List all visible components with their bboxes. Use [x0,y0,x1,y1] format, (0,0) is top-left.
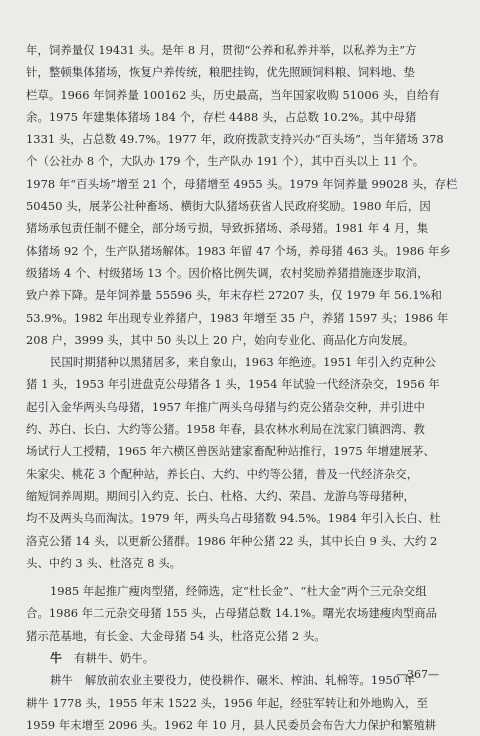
text-line: 合。1986 年二元杂交母猪 155 头，占母猪总数 14.1%。曙光农场建瘦肉型商品 [26,606,438,621]
text-line: 朱家尖、桃花 3 个配种站，养长白、大约、中约等公猪，普及一代经济杂交， [26,466,419,481]
text-line: 洛克公猪 14 头，以更新公猪群。1986 年种公猪 22 头，其中长白 9 头、大约 2 [26,533,438,548]
text-line: 均不及两头乌而淘汰。1979 年，两头乌占母猪数 94.5%。1984 年引入长白、杜 [26,511,441,526]
text-line: 年，饲养量仅 19431 头。是年 8 月，贯彻“公养和私养并举，以私养为主”方 [26,43,417,57]
text-line: 1985 年起推广瘦肉型猪，经筛选，定“杜长金”、“杜大金”两个三元杂交组 [50,584,427,599]
text-line: 208 户，3999 头，其中 50 头以上 20 户，始向专业化、商品化方向发展。 [26,332,415,347]
text-line: 耕牛 1778 头，1955 年末 1522 头，1956 年起，经驻军转让和外地购入，至 [26,695,428,710]
text-line: 场试行人工授精，1965 年六横区兽医站建家畜配种站推行，1975 年增建展茅、 [26,444,435,459]
text-line: 起引入金华两头乌母猪，1957 年推广两头乌母猪与约克公猪杂交种，并引进中 [26,399,425,414]
text-line: 1331 头，占总数 49.7%。1977 年，政府拨款支持兴办“百头场”，当年猪场 378 [26,132,444,147]
text-line-content: 解放前农业主要役力，使役耕作、碾米、榨油、轧棉等。1950 年 [84,673,416,688]
text-line: 栏草。1966 年饲养量 100162 头，历史最高，当年国家收购 51006 头，自给有 [26,87,440,102]
term-label: 耕牛 [50,673,73,688]
text-line: 个（公社办 8 个，大队办 179 个，生产队办 191 个），其中百头以上 11 个。 [26,154,425,169]
text-line: 53.9%。1982 年出现专业养猪户，1983 年增至 35 户，养猪 1597 头；1986 年 [26,310,449,325]
text-line: 民国时期猪种以黑猪居多，来自象山，1963 年绝迹。1951 年引入约克种公 [50,355,437,370]
page-number: —367— [396,668,439,681]
text-line: 猪场承包责任制不健全，部分场亏损，导致拆猪场、杀母猪。1981 年 4 月，集 [26,221,429,236]
paragraph-pig-breeds [26,351,458,574]
text-line: 猪 1 头，1953 年引进盘克公母猪各 1 头，1954 年试验一代经济杂交，1956 年 [26,377,440,392]
text-line: 余。1975 年建集体猪场 184 个，存栏 4488 头，占总数 10.2%。其中母猪 [26,109,417,124]
text-line: 致户养下降。是年饲养量 55596 头，年末存栏 27207 头，仅 1979 年 56.1%和 [26,288,442,303]
paragraph-lean-pigs [26,580,458,647]
section-subtitle: 有耕牛、奶牛。 [74,651,155,666]
text-line: 缩短饲养周期。期间引入约克、长白、杜格、大约、荣昌、龙游乌等母猪种， [26,488,415,503]
text-line: 1978 年“百头场”增至 21 个，母猪增至 4955 头。1979 年饲养量 99028 头，存栏 [26,176,458,191]
text-line: 1959 年末增至 2096 头。1962 年 10 月，县人民委员会布告大力保护和繁殖耕 [26,717,437,732]
text-line: 体猪场 92 个，生产队猪场解体。1983 年留 47 个场，养母猪 463 头。1986 年乡 [26,243,451,258]
paragraph-pig-raising [26,39,458,351]
text-line: 50450 头，展茅公社种畜场、横街大队猪场获省人民政府奖励。1980 年后，因 [26,199,431,214]
paragraph-plough-cattle [26,669,458,736]
text-line [26,669,458,691]
text-line: 级猪场 4 个、村级猪场 13 个。因价格比例失调，农村奖励养猪措施逐步取消， [26,265,429,280]
section-title: 牛 [50,651,63,666]
text-line: 针，整顿集体猪场，恢复户养传统，粮肥挂钩，优先照顾饲料粮、饲料地、垫 [26,65,415,80]
text-line: 约、苏白、长白、大约等公猪。1958 年春，县农林水利局在沈家门镇泗湾、教 [26,422,425,437]
page-body [26,39,458,736]
text-line: 头、中约 3 头、杜洛克 8 头。 [26,555,182,570]
text-line: 猪示范基地，有长金、大金母猪 54 头，杜洛克公猪 2 头。 [26,628,326,643]
section-heading-cattle [26,647,458,669]
